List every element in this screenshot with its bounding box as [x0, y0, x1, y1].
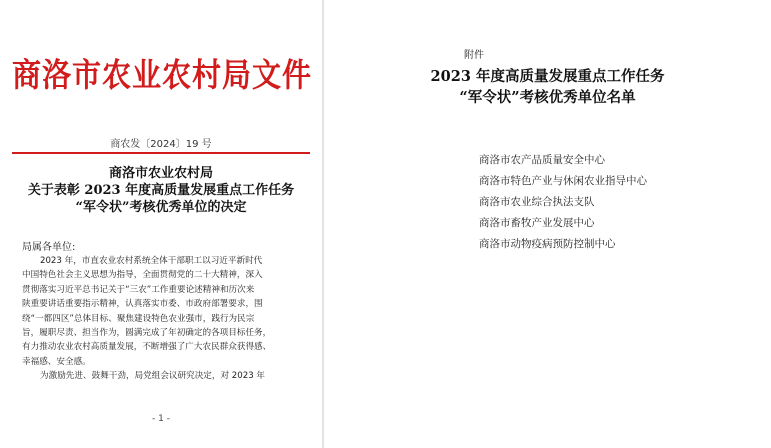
list-item: 商洛市农产品质量安全中心: [479, 154, 605, 166]
salutation: 局属各单位:: [22, 242, 76, 253]
document-page-1: [0, 0, 322, 448]
list-title-line: 2023 年度高质量发展重点工作任务: [430, 68, 665, 85]
body-line: 贯彻落实习近平总书记关于“三农”工作重要论述精神和历次来: [22, 284, 255, 295]
document-number: 商农发〔2024〕19 号: [110, 139, 212, 150]
page-number: - 1 -: [152, 414, 170, 424]
body-line: 有力推动农业农村高质量发展，不断增强了广大农民群众获得感、: [22, 342, 272, 353]
list-item: 商洛市特色产业与休闲农业指导中心: [479, 175, 647, 187]
list-title-line: “军令状”考核优秀单位名单: [459, 89, 636, 106]
header-divider: [12, 152, 310, 154]
list-title: [324, 66, 771, 108]
list-item: 商洛市动物疫病预防控制中心: [479, 238, 616, 250]
list-item: 商洛市畜牧产业发展中心: [479, 217, 595, 229]
decision-title: [0, 165, 322, 216]
body-line: 2023 年，市直农业农村系统全体干部职工以习近平新时代: [40, 256, 263, 266]
attachment-label: 附件: [464, 50, 484, 61]
decision-body: [22, 254, 298, 384]
body-line: 中国特色社会主义思想为指导，全面贯彻党的二十大精神，深入: [22, 270, 263, 281]
decision-title-line: 关于表彰 2023 年度高质量发展重点工作任务: [27, 183, 295, 198]
body-line: 陕重要讲话重要指示精神，认真落实市委、市政府部署要求，围: [22, 299, 263, 310]
body-line: 绕“一都四区”总体目标、聚焦建设特色农业强市，践行为民宗: [22, 313, 255, 324]
excellent-units-list: [479, 150, 647, 255]
body-line: 为激励先进、鼓舞干劲，局党组会议研究决定，对 2023 年: [40, 371, 265, 382]
document-header: 商洛市农业农村局文件: [12, 55, 313, 94]
decision-title-line: “军令状”考核优秀单位的决定: [75, 200, 247, 215]
body-line: 幸福感、安全感。: [22, 356, 91, 367]
list-item: 商洛市农业综合执法支队: [479, 196, 595, 208]
body-line: 旨，履职尽责、担当作为，圆满完成了年初确定的各项目标任务，: [22, 328, 272, 339]
decision-title-line: 商洛市农业农村局: [108, 166, 213, 181]
document-page-attachment: [324, 0, 771, 448]
